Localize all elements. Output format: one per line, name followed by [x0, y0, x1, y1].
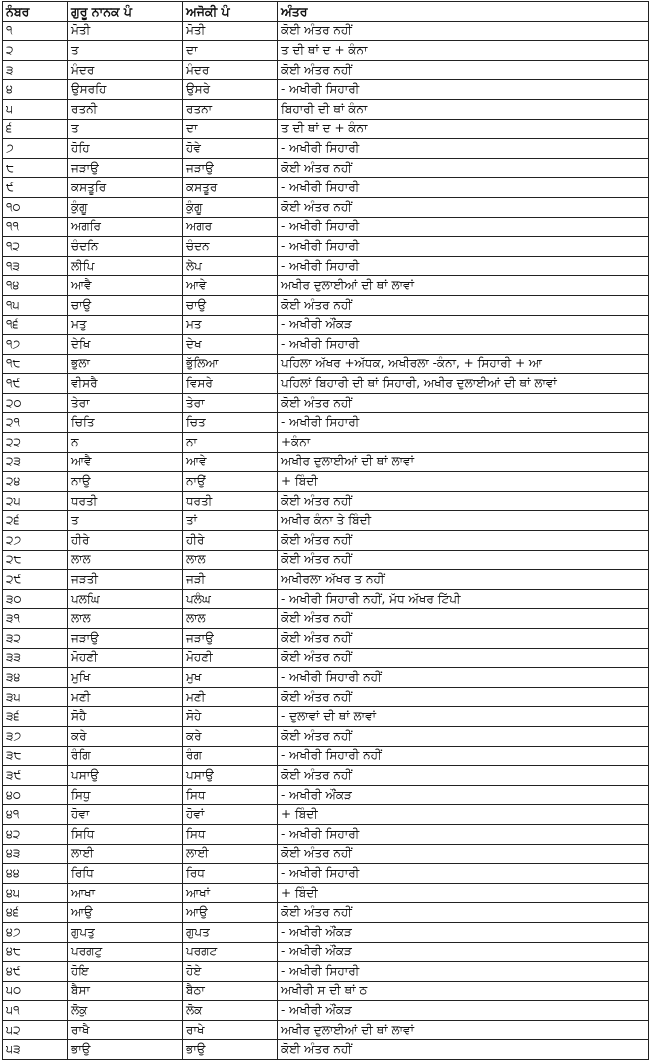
- table-row: [3, 962, 649, 982]
- table-row: [3, 589, 649, 609]
- cell-modern-word: ਬੈਠਾ: [183, 981, 278, 1001]
- cell-modern-word: ਧਰਤੀ: [183, 491, 278, 511]
- cell-number: ੧੯: [3, 374, 68, 394]
- table-row: [3, 531, 649, 551]
- cell-guru-nanak-word: ਭੁਲਾ: [68, 354, 183, 374]
- cell-difference: - ਅਖੀਰੀ ਔਂਕੜ: [278, 785, 649, 805]
- cell-modern-word: ਰਾਖੇ: [183, 1020, 278, 1040]
- cell-guru-nanak-word: ਤ: [68, 119, 183, 139]
- cell-guru-nanak-word: ਹੋਇ: [68, 962, 183, 982]
- cell-difference: ਕੋਈ ਅੰਤਰ ਨਹੀਂ: [278, 491, 649, 511]
- cell-number: ੧੫: [3, 295, 68, 315]
- cell-number: ੩੦: [3, 589, 68, 609]
- table-row: [3, 433, 649, 453]
- cell-difference: ਕੋਈ ਅੰਤਰ ਨਹੀਂ: [278, 648, 649, 668]
- cell-guru-nanak-word: ਦੇਖਿ: [68, 335, 183, 355]
- table-row: [3, 197, 649, 217]
- table-row: [3, 178, 649, 198]
- cell-modern-word: ਤਾਂ: [183, 511, 278, 531]
- cell-modern-word: ਭਾਉ: [183, 1040, 278, 1060]
- cell-modern-word: ਮਣੀ: [183, 687, 278, 707]
- cell-difference: - ਅਖੀਰੀ ਔਂਕੜ: [278, 1001, 649, 1021]
- cell-guru-nanak-word: ਮੰਦਰ: [68, 60, 183, 80]
- cell-number: ੨: [3, 41, 68, 61]
- cell-modern-word: ਜੜੀ: [183, 570, 278, 590]
- table-row: [3, 766, 649, 786]
- cell-number: ੬: [3, 119, 68, 139]
- table-row: [3, 237, 649, 257]
- table-row: [3, 99, 649, 119]
- cell-number: ੯: [3, 178, 68, 198]
- cell-difference: ਪਹਿਲਾ ਅੱਖਰ +ਅੱਧਕ, ਅਖੀਰਲਾ -ਕੰਨਾ, + ਸਿਹਾਰੀ + ਆ: [278, 354, 649, 374]
- cell-guru-nanak-word: ਨ: [68, 433, 183, 453]
- header-modern-word: ਅਜੋਕੀ ਪੰ: [183, 2, 278, 22]
- cell-number: ੪੯: [3, 962, 68, 982]
- cell-guru-nanak-word: ਮਣੀ: [68, 687, 183, 707]
- cell-guru-nanak-word: ਹੀਰੇ: [68, 531, 183, 551]
- cell-guru-nanak-word: ਜੜਾਉ: [68, 158, 183, 178]
- cell-guru-nanak-word: ਆਵੈ: [68, 276, 183, 296]
- cell-guru-nanak-word: ਤ: [68, 41, 183, 61]
- cell-guru-nanak-word: ਸਿਧੁ: [68, 785, 183, 805]
- cell-difference: - ਦੁਲਾਵਾਂ ਦੀ ਥਾਂ ਲਾਵਾਂ: [278, 707, 649, 727]
- cell-difference: - ਅਖੀਰੀ ਔਂਕੜ: [278, 315, 649, 335]
- cell-number: ੨੨: [3, 433, 68, 453]
- cell-difference: - ਅਖੀਰੀ ਸਿਹਾਰੀ: [278, 80, 649, 100]
- cell-guru-nanak-word: ਤ: [68, 511, 183, 531]
- cell-guru-nanak-word: ਹੋਹਿ: [68, 139, 183, 159]
- table-row: [3, 276, 649, 296]
- table-body: [3, 21, 649, 1059]
- cell-number: ੨੬: [3, 511, 68, 531]
- cell-guru-nanak-word: ਚਿਤਿ: [68, 413, 183, 433]
- cell-modern-word: ਆਉ: [183, 903, 278, 923]
- cell-number: ੨੩: [3, 452, 68, 472]
- cell-modern-word: ਕਸਤੂਰ: [183, 178, 278, 198]
- cell-number: ੫: [3, 99, 68, 119]
- cell-difference: - ਅਖੀਰੀ ਔਂਕੜ: [278, 922, 649, 942]
- cell-difference: - ਅਖੀਰੀ ਸਿਹਾਰੀ ਨਹੀਂ, ਮੱਧ ਅੱਖਰ ਟਿੱਪੀ: [278, 589, 649, 609]
- cell-number: ੩੮: [3, 746, 68, 766]
- cell-guru-nanak-word: ਬੈਸਾ: [68, 981, 183, 1001]
- table-row: [3, 746, 649, 766]
- cell-difference: ਕੋਈ ਅੰਤਰ ਨਹੀਂ: [278, 726, 649, 746]
- cell-modern-word: ਦੇਖ: [183, 335, 278, 355]
- table-row: [3, 609, 649, 629]
- cell-modern-word: ਮਤ: [183, 315, 278, 335]
- cell-difference: ਬਿਹਾਰੀ ਦੀ ਥਾਂ ਕੰਨਾ: [278, 99, 649, 119]
- cell-number: ੨੦: [3, 393, 68, 413]
- cell-difference: - ਅਖੀਰੀ ਸਿਹਾਰੀ: [278, 237, 649, 257]
- cell-number: ੧: [3, 21, 68, 41]
- cell-modern-word: ਤੇਰਾ: [183, 393, 278, 413]
- cell-guru-nanak-word: ਚਾਉ: [68, 295, 183, 315]
- cell-guru-nanak-word: ਤੇਰਾ: [68, 393, 183, 413]
- cell-number: ੩੩: [3, 648, 68, 668]
- cell-guru-nanak-word: ਲੋਕੁ: [68, 1001, 183, 1021]
- table-row: [3, 217, 649, 237]
- cell-difference: - ਅਖੀਰੀ ਸਿਹਾਰੀ: [278, 217, 649, 237]
- cell-difference: ਕੋਈ ਅੰਤਰ ਨਹੀਂ: [278, 629, 649, 649]
- cell-modern-word: ਸਿਧ: [183, 824, 278, 844]
- cell-difference: ਅਖੀਰ ਦੁਲਾਈਆਂ ਦੀ ਥਾਂ ਲਾਵਾਂ: [278, 276, 649, 296]
- table-row: [3, 668, 649, 688]
- cell-guru-nanak-word: ਲਾਲ: [68, 609, 183, 629]
- cell-difference: ਤ ਦੀ ਥਾਂ ਦ + ਕੰਨਾ: [278, 41, 649, 61]
- table-row: [3, 139, 649, 159]
- table-row: [3, 707, 649, 727]
- cell-difference: ਕੋਈ ਅੰਤਰ ਨਹੀਂ: [278, 550, 649, 570]
- table-row: [3, 256, 649, 276]
- cell-guru-nanak-word: ਪਸਾਉ: [68, 766, 183, 786]
- table-row: [3, 374, 649, 394]
- table-row: [3, 452, 649, 472]
- cell-modern-word: ਕੁੰਗੂ: [183, 197, 278, 217]
- cell-number: ੩੧: [3, 609, 68, 629]
- cell-difference: - ਅਖੀਰੀ ਸਿਹਾਰੀ ਨਹੀਂ: [278, 746, 649, 766]
- table-row: [3, 864, 649, 884]
- cell-modern-word: ਰਿਧ: [183, 864, 278, 884]
- cell-modern-word: ਜੜਾਉ: [183, 629, 278, 649]
- table-row: [3, 21, 649, 41]
- header-guru-nanak-word: ਗੁਰੂ ਨਾਨਕ ਪੰ: [68, 2, 183, 22]
- table-row: [3, 550, 649, 570]
- cell-modern-word: ਜੜਾਉ: [183, 158, 278, 178]
- cell-guru-nanak-word: ਸਿਧਿ: [68, 824, 183, 844]
- cell-modern-word: ਆਵੇ: [183, 452, 278, 472]
- table-row: [3, 922, 649, 942]
- cell-modern-word: ਅਗਰ: [183, 217, 278, 237]
- cell-modern-word: ਕਰੇ: [183, 726, 278, 746]
- cell-modern-word: ਰਤਨਾ: [183, 99, 278, 119]
- cell-difference: +ਕੰਨਾ: [278, 433, 649, 453]
- cell-modern-word: ਹੋਵਾਂ: [183, 805, 278, 825]
- cell-difference: ਪਹਿਲਾਂ ਬਿਹਾਰੀ ਦੀ ਥਾਂ ਸਿਹਾਰੀ, ਅਖੀਰ ਦੁਲਾਈਆਂ ਦੀ ਥਾਂ ਲਾਵਾਂ: [278, 374, 649, 394]
- table-row: [3, 119, 649, 139]
- cell-guru-nanak-word: ਆਵੈ: [68, 452, 183, 472]
- table-row: [3, 1020, 649, 1040]
- cell-modern-word: ਸਿਧ: [183, 785, 278, 805]
- cell-number: ੮: [3, 158, 68, 178]
- cell-modern-word: ਆਵੇ: [183, 276, 278, 296]
- cell-number: ੧੪: [3, 276, 68, 296]
- cell-modern-word: ਭੁੱਲਿਆ: [183, 354, 278, 374]
- table-row: [3, 511, 649, 531]
- table-row: [3, 41, 649, 61]
- table-row: [3, 824, 649, 844]
- cell-number: ੧੨: [3, 237, 68, 257]
- cell-difference: ਕੋਈ ਅੰਤਰ ਨਹੀਂ: [278, 295, 649, 315]
- cell-modern-word: ਹੋਵੇ: [183, 139, 278, 159]
- cell-number: ੨੫: [3, 491, 68, 511]
- table-row: [3, 491, 649, 511]
- cell-number: ੧੧: [3, 217, 68, 237]
- cell-guru-nanak-word: ਚੰਦਨਿ: [68, 237, 183, 257]
- cell-difference: ਕੋਈ ਅੰਤਰ ਨਹੀਂ: [278, 21, 649, 41]
- cell-guru-nanak-word: ਵੀਸਰੈ: [68, 374, 183, 394]
- cell-guru-nanak-word: ਮੋਤੀ: [68, 21, 183, 41]
- cell-guru-nanak-word: ਕਸਤੂਰਿ: [68, 178, 183, 198]
- table-row: [3, 80, 649, 100]
- cell-number: ੩੫: [3, 687, 68, 707]
- cell-number: ੧੩: [3, 256, 68, 276]
- header-difference: ਅੰਤਰ: [278, 2, 649, 22]
- cell-guru-nanak-word: ਅਗਰਿ: [68, 217, 183, 237]
- cell-difference: - ਅਖੀਰੀ ਸਿਹਾਰੀ: [278, 864, 649, 884]
- cell-modern-word: ਦਾ: [183, 119, 278, 139]
- cell-number: ੪੩: [3, 844, 68, 864]
- table-row: [3, 629, 649, 649]
- cell-guru-nanak-word: ਲਾਈ: [68, 844, 183, 864]
- cell-guru-nanak-word: ਰਾਖੈ: [68, 1020, 183, 1040]
- cell-guru-nanak-word: ਸੋਹੈ: [68, 707, 183, 727]
- cell-number: ੫੧: [3, 1001, 68, 1021]
- cell-number: ੩੯: [3, 766, 68, 786]
- cell-number: ੪੧: [3, 805, 68, 825]
- table-row: [3, 335, 649, 355]
- cell-number: ੩੪: [3, 668, 68, 688]
- cell-modern-word: ਮੋਤੀ: [183, 21, 278, 41]
- table-row: [3, 393, 649, 413]
- cell-difference: - ਅਖੀਰੀ ਸਿਹਾਰੀ: [278, 962, 649, 982]
- cell-modern-word: ਚਿਤ: [183, 413, 278, 433]
- table-row: [3, 981, 649, 1001]
- cell-difference: - ਅਖੀਰੀ ਸਿਹਾਰੀ: [278, 824, 649, 844]
- cell-difference: ਕੋਈ ਅੰਤਰ ਨਹੀਂ: [278, 158, 649, 178]
- table-row: [3, 726, 649, 746]
- cell-guru-nanak-word: ਪਰਗਟੁ: [68, 942, 183, 962]
- cell-difference: ਕੋਈ ਅੰਤਰ ਨਹੀਂ: [278, 393, 649, 413]
- cell-number: ੩੨: [3, 629, 68, 649]
- cell-number: ੧੮: [3, 354, 68, 374]
- cell-number: ੪੭: [3, 922, 68, 942]
- cell-modern-word: ਪਲੰਘ: [183, 589, 278, 609]
- cell-difference: ਅਖੀਰ ਦੁਲਾਈਆਂ ਦੀ ਥਾਂ ਲਾਵਾਂ: [278, 452, 649, 472]
- cell-guru-nanak-word: ਧਰਤੀ: [68, 491, 183, 511]
- cell-guru-nanak-word: ਭਾਉ: [68, 1040, 183, 1060]
- cell-difference: ਅਖੀਰੀ ਸ ਦੀ ਥਾਂ ਠ: [278, 981, 649, 1001]
- cell-guru-nanak-word: ਉਸਰਹਿ: [68, 80, 183, 100]
- cell-guru-nanak-word: ਨਾਉ: [68, 472, 183, 492]
- cell-guru-nanak-word: ਹੋਵਾ: [68, 805, 183, 825]
- table-row: [3, 1040, 649, 1060]
- table-row: [3, 570, 649, 590]
- cell-difference: ਕੋਈ ਅੰਤਰ ਨਹੀਂ: [278, 687, 649, 707]
- word-comparison-table: [2, 1, 649, 1060]
- cell-number: ੪੪: [3, 864, 68, 884]
- cell-difference: ਤ ਦੀ ਥਾਂ ਦ + ਕੰਨਾ: [278, 119, 649, 139]
- cell-number: ੨੯: [3, 570, 68, 590]
- cell-difference: - ਅਖੀਰੀ ਸਿਹਾਰੀ: [278, 335, 649, 355]
- cell-number: ੨੧: [3, 413, 68, 433]
- cell-guru-nanak-word: ਰਤਨੀ: [68, 99, 183, 119]
- cell-difference: - ਅਖੀਰੀ ਸਿਹਾਰੀ: [278, 139, 649, 159]
- table-row: [3, 785, 649, 805]
- cell-guru-nanak-word: ਮੁਖਿ: [68, 668, 183, 688]
- cell-modern-word: ਚੰਦਨ: [183, 237, 278, 257]
- table-row: [3, 883, 649, 903]
- cell-modern-word: ਗੁਪਤ: [183, 922, 278, 942]
- cell-guru-nanak-word: ਜੜਤੀ: [68, 570, 183, 590]
- cell-modern-word: ਲਾਲ: [183, 550, 278, 570]
- cell-modern-word: ਰੰਗ: [183, 746, 278, 766]
- cell-difference: ਅਖੀਰ ਕੰਨਾ ਤੇ ਬਿੰਦੀ: [278, 511, 649, 531]
- cell-difference: ਕੋਈ ਅੰਤਰ ਨਹੀਂ: [278, 60, 649, 80]
- cell-guru-nanak-word: ਮੋਹਣੀ: [68, 648, 183, 668]
- cell-modern-word: ਸੋਹੇ: [183, 707, 278, 727]
- cell-number: ੪੬: [3, 903, 68, 923]
- cell-difference: ਕੋਈ ਅੰਤਰ ਨਹੀਂ: [278, 531, 649, 551]
- cell-number: ੨੮: [3, 550, 68, 570]
- cell-difference: - ਅਖੀਰੀ ਔਂਕੜ: [278, 942, 649, 962]
- table-row: [3, 903, 649, 923]
- cell-difference: - ਅਖੀਰੀ ਸਿਹਾਰੀ: [278, 413, 649, 433]
- cell-guru-nanak-word: ਲੀਪਿ: [68, 256, 183, 276]
- table-row: [3, 687, 649, 707]
- table-row: [3, 315, 649, 335]
- cell-number: ੩੭: [3, 726, 68, 746]
- cell-difference: ਕੋਈ ਅੰਤਰ ਨਹੀਂ: [278, 766, 649, 786]
- table-row: [3, 60, 649, 80]
- cell-number: ੫੨: [3, 1020, 68, 1040]
- cell-difference: ਅਖੀਰ ਦੁਲਾਈਆਂ ਦੀ ਥਾਂ ਲਾਵਾਂ: [278, 1020, 649, 1040]
- cell-number: ੩੬: [3, 707, 68, 727]
- cell-modern-word: ਲੋਕ: [183, 1001, 278, 1021]
- header-number: ਨੰਬਰ: [3, 2, 68, 22]
- cell-guru-nanak-word: ਕੁੰਗੂ: [68, 197, 183, 217]
- cell-difference: ਅਖੀਰਲਾ ਅੱਖਰ ਤ ਨਹੀਂ: [278, 570, 649, 590]
- cell-difference: + ਬਿੰਦੀ: [278, 883, 649, 903]
- cell-difference: - ਅਖੀਰੀ ਸਿਹਾਰੀ: [278, 178, 649, 198]
- cell-modern-word: ਆਖਾਂ: [183, 883, 278, 903]
- table-row: [3, 472, 649, 492]
- cell-difference: ਕੋਈ ਅੰਤਰ ਨਹੀਂ: [278, 609, 649, 629]
- cell-guru-nanak-word: ਆਖਾ: [68, 883, 183, 903]
- cell-guru-nanak-word: ਰਿਧਿ: [68, 864, 183, 884]
- cell-guru-nanak-word: ਕਰੇ: [68, 726, 183, 746]
- cell-guru-nanak-word: ਗੁਪਤੁ: [68, 922, 183, 942]
- cell-difference: ਕੋਈ ਅੰਤਰ ਨਹੀਂ: [278, 844, 649, 864]
- cell-number: ੪੦: [3, 785, 68, 805]
- cell-guru-nanak-word: ਰੰਗਿ: [68, 746, 183, 766]
- table-row: [3, 158, 649, 178]
- cell-difference: ਕੋਈ ਅੰਤਰ ਨਹੀਂ: [278, 1040, 649, 1060]
- cell-number: ੭: [3, 139, 68, 159]
- table-row: [3, 295, 649, 315]
- cell-number: ੪: [3, 80, 68, 100]
- cell-difference: - ਅਖੀਰੀ ਸਿਹਾਰੀ: [278, 256, 649, 276]
- cell-number: ੫੩: [3, 1040, 68, 1060]
- cell-modern-word: ਲੇਪ: [183, 256, 278, 276]
- cell-number: ੧੦: [3, 197, 68, 217]
- cell-number: ੫੦: [3, 981, 68, 1001]
- cell-number: ੧੭: [3, 335, 68, 355]
- cell-difference: ਕੋਈ ਅੰਤਰ ਨਹੀਂ: [278, 903, 649, 923]
- cell-modern-word: ਪਸਾਉ: [183, 766, 278, 786]
- cell-difference: - ਅਖੀਰੀ ਸਿਹਾਰੀ ਨਹੀਂ: [278, 668, 649, 688]
- cell-guru-nanak-word: ਮਤੁ: [68, 315, 183, 335]
- table-row: [3, 413, 649, 433]
- table-header-row: [3, 2, 649, 22]
- cell-modern-word: ਲਾਲ: [183, 609, 278, 629]
- cell-modern-word: ਦਾ: [183, 41, 278, 61]
- table-row: [3, 942, 649, 962]
- cell-modern-word: ਨਾਉਂ: [183, 472, 278, 492]
- cell-modern-word: ਮੁਖ: [183, 668, 278, 688]
- cell-number: ੩: [3, 60, 68, 80]
- cell-modern-word: ਵਿਸਰੇ: [183, 374, 278, 394]
- table-row: [3, 844, 649, 864]
- cell-number: ੪੨: [3, 824, 68, 844]
- cell-modern-word: ਚਾਉ: [183, 295, 278, 315]
- cell-modern-word: ਲਾਈ: [183, 844, 278, 864]
- cell-number: ੪੮: [3, 942, 68, 962]
- table-row: [3, 1001, 649, 1021]
- cell-modern-word: ਉਸਰੇ: [183, 80, 278, 100]
- cell-guru-nanak-word: ਲਾਲ: [68, 550, 183, 570]
- cell-guru-nanak-word: ਆਉ: [68, 903, 183, 923]
- cell-modern-word: ਮੋਹਣੀ: [183, 648, 278, 668]
- cell-number: ੨੭: [3, 531, 68, 551]
- cell-number: ੪੫: [3, 883, 68, 903]
- cell-guru-nanak-word: ਜੜਾਉ: [68, 629, 183, 649]
- cell-number: ੧੬: [3, 315, 68, 335]
- cell-modern-word: ਨਾ: [183, 433, 278, 453]
- cell-difference: ਕੋਈ ਅੰਤਰ ਨਹੀਂ: [278, 197, 649, 217]
- cell-modern-word: ਪਰਗਟ: [183, 942, 278, 962]
- cell-modern-word: ਹੀਰੇ: [183, 531, 278, 551]
- table-row: [3, 648, 649, 668]
- cell-guru-nanak-word: ਪਲਘਿ: [68, 589, 183, 609]
- cell-modern-word: ਮੰਦਰ: [183, 60, 278, 80]
- cell-modern-word: ਹੋਏ: [183, 962, 278, 982]
- cell-difference: + ਬਿੰਦੀ: [278, 472, 649, 492]
- table-row: [3, 354, 649, 374]
- cell-difference: + ਬਿੰਦੀ: [278, 805, 649, 825]
- cell-number: ੨੪: [3, 472, 68, 492]
- table-row: [3, 805, 649, 825]
